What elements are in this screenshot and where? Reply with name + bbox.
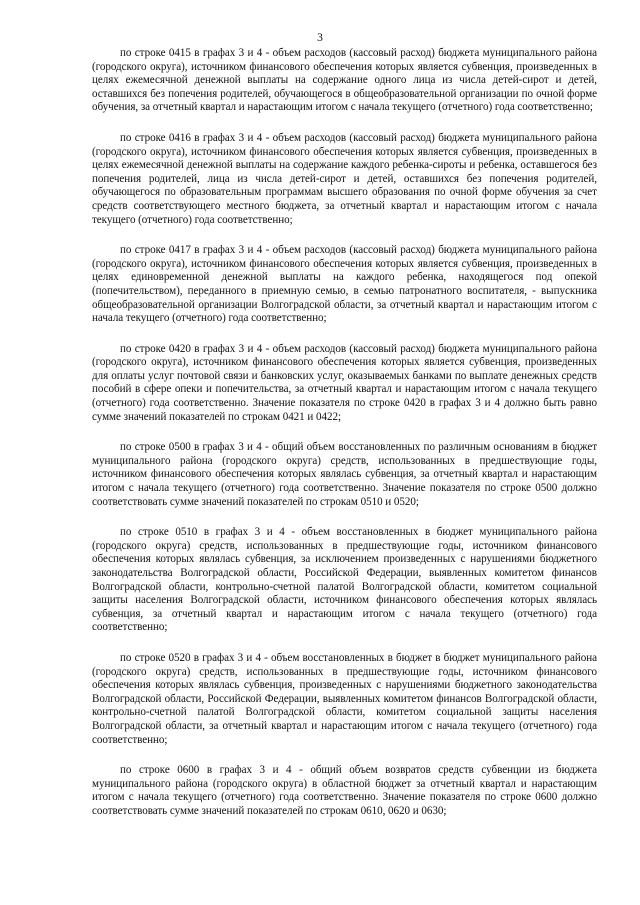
paragraph-line-0420: по строке 0420 в графах 3 и 4 - объем расходов (кассовый расход) бюджета муниципального района (городского округа), источником финансового обеспечения которых является субвенция, произведенных для оплаты услуг почтовой связи и банковских услуг, оказываемых банками по выплате денежных средств пособий в сфере опеки и попечительства, за отчетный квартал и нарастающим итогом с начала текущего (отчетного) года соответственно. Значение показателя по строке 0420 в графах 3 и 4 должно быть равно сумме значений показателей по строкам 0421 и 0422; xyxy=(92,342,597,423)
paragraph-line-0416: по строке 0416 в графах 3 и 4 - объем расходов (кассовый расход) бюджета муниципального района (городского округа), источником финансового обеспечения которых является субвенция, произведенных в целях ежемесячной денежной выплаты на содержание каждого ребенка-сироты и ребенка, оставшегося без попечения родителей, лица из числа детей-сирот и детей, оставшихся без попечения родителей, обучающегося по образовательным программам высшего образования по очной форме обучения за счет средств соответствующего местного бюджета, за отчетный квартал и нарастающим итогом с начала текущего (отчетного) года соответственно; xyxy=(92,131,597,226)
paragraph-line-0600: по строке 0600 в графах 3 и 4 - общий объем возвратов средств субвенции из бюджета муниципального района (городского округа) в областной бюджет за отчетный квартал и нарастающим итогом с начала текущего (отчетного) года соответственно. Значение показателя по строке 0600 должно соответствовать сумме значений показателей по строкам 0610, 0620 и 0630; xyxy=(92,764,597,817)
paragraph-line-0415: по строке 0415 в графах 3 и 4 - объем расходов (кассовый расход) бюджета муниципального района (городского округа), источником финансового обеспечения которых является субвенция, произведенных в целях ежемесячной денежной выплаты на содержание одного лица из числа детей-сирот и детей, оставшихся без попечения родителей, обучающегося в общеобразовательной организации по очной форме обучения, за отчетный квартал и нарастающим итогом с начала текущего (отчетного) года соответственно; xyxy=(92,47,597,114)
paragraph-line-0520: по строке 0520 в графах 3 и 4 - объем восстановленных в бюджет в бюджет муниципального района (городского округа) средств, использованных в предшествующие годы, источником финансового обеспечения которых являлась субвенция, произведенных с нарушениями бюджетного законодательства Волгоградской области, Российской Федерации, выявленных комитетом финансов Волгоградской области, контрольно-счетной палатой Волгоградской области, комитетом социальной защиты населения Волгоградской области, за отчетный квартал и нарастающим итогом с начала текущего (отчетного) года соответственно; xyxy=(92,651,597,746)
page-number: 3 xyxy=(317,32,323,44)
paragraph-line-0417: по строке 0417 в графах 3 и 4 - объем расходов (кассовый расход) бюджета муниципального района (городского округа), источником финансового обеспечения которых является субвенция, произведенных в целях единовременной денежной выплаты на каждого ребенка, находящегося под опекой (попечительством), переданного в приемную семью, в семью патронатного воспитателя, - выпускника общеобразовательной организации Волгоградской области, за отчетный квартал и нарастающим итогом с начала текущего (отчетного) года соответственно; xyxy=(92,244,597,325)
paragraph-line-0500: по строке 0500 в графах 3 и 4 - общий объем восстановленных по различным основаниям в бюджет муниципального района (городского округа) средств, использованных в предшествующие годы, источником финансового обеспечения которых являлась субвенция, за отчетный квартал и нарастающим итогом с начала текущего (отчетного) года соответственно. Значение показателя по строке 0500 должно соответствовать сумме значений показателей по строкам 0510 и 0520; xyxy=(92,441,597,508)
paragraph-line-0510: по строке 0510 в графах 3 и 4 - объем восстановленных в бюджет муниципального района (городского округа) средств, использованных в предшествующие годы, источником финансового обеспечения которых являлась субвенция, за исключением произведенных с нарушениями бюджетного законодательства Волгоградской области, Российской Федерации, выявленных комитетом финансов Волгоградской области, контрольно-счетной палатой Волгоградской области, комитетом социальной защиты населения Волгоградской области, источником финансового обеспечения которых являлась субвенция, за отчетный квартал и нарастающим итогом с начала текущего (отчетного) года соответственно; xyxy=(92,526,597,634)
document-body xyxy=(92,47,597,819)
